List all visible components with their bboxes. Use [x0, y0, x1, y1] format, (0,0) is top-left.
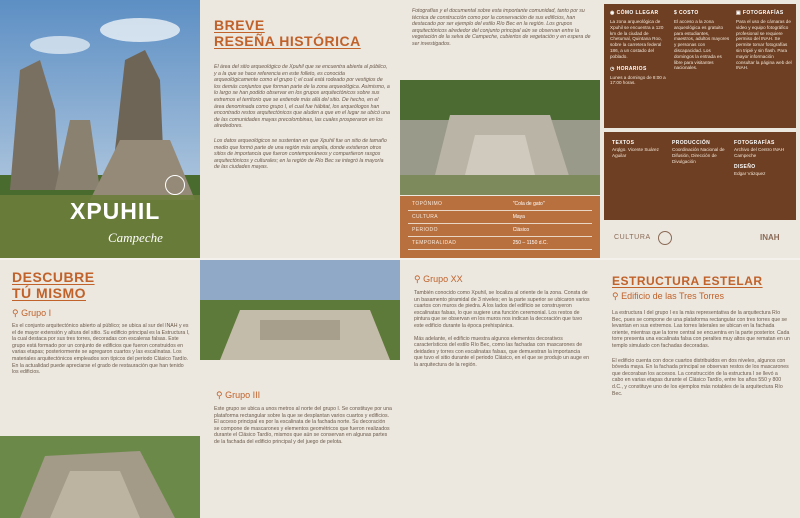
credit-texts: TEXTOS Arqlgo. Vicente Suárez Aguilar [612, 140, 659, 158]
table-row: TOPÓNIMO "Cola de gato" [408, 198, 592, 211]
group3-photo [200, 260, 400, 360]
table-row: TEMPORALIDAD 250 – 1150 d.C. [408, 237, 592, 250]
discover-panel [0, 260, 200, 518]
group1-photo [0, 436, 200, 518]
table-row: PERIODO Clásico [408, 224, 592, 237]
back-panel [600, 0, 800, 258]
group20-text-1: También conocido como Xpuhil, se localiza al oriente de la zona. Consta de un basamento piramidal de 3 niveles; en la parte superior se ubicaron varios cuartos con muros de piedra. A los lados del edificio se construyeron escalinatas falsas, lo que sugiere una función ceremonial. Los restos de pintura que se observan en los muros nos indican la decoración que tuvo este edificio durante la época prehispánica. [414, 290, 590, 329]
discover-title-line2: TÚ MISMO [12, 285, 86, 301]
logo-cultura: CULTURA [614, 234, 651, 241]
visitor-info-box [604, 4, 796, 128]
group3-panel [200, 260, 400, 518]
structure-panel [600, 260, 800, 518]
history-title-line1: BREVE [214, 17, 265, 33]
history-paragraph-1: El área del sitio arqueológico de Xpuhil que se encuentra abierta al público, y a la que se hace referencia en este folleto, es conocida arqueológicamente como el grupo I; el cual está rodeado por vestigios de los demás conjuntos que forman parte de la zona arqueológica. Asimismo, a lo largo se han podido observar en los grupos arquitectónicos sobre sus extremos el territorio que se extiende más allá del sitio. De hecho, en el área denominada como grupo I, el cual fue hábitat, los arqueólogos han encontrado restos arquitectónicos que aluden a que en el lugar se ubicó una de las comunidades mayas precolombinas, las cuales prosperaron en los alrededores. [214, 64, 390, 130]
logo-inah: INAH [760, 233, 780, 242]
intro-panel [400, 0, 600, 258]
group1-text: Es el conjunto arquitectónico abierto al público; se ubica al sur del INAH y es el de mayor extensión y altura del sitio. Su edificio principal es la Estructura I, la cual destaca por sus tres torres, decoradas con escaleras falsas. Este grupo está formado por un conjunto de edificios que fueron construidos en varias etapas; posteriormente se agregaron cuartos y las escalinatas. Los materiales arquitectónicos empleados son típicos del periodo Clásico Tardío. En la actualidad puede apreciarse el grado de restauración que han tenido los edificios. [12, 323, 190, 376]
pin-icon: ⚲ [414, 274, 424, 284]
camera-icon: ▣ [736, 10, 743, 16]
group1-title: Grupo I [21, 308, 52, 318]
photos-text: Para el uso de cámaras de video y equipo fotográfico profesional se requiere permiso del INAH. Se permite tomar fotografías sin tripié y sin flash. Para mayor información consultar la página web del INAH. [736, 19, 792, 71]
structure-paragraph-1: La estructura I del grupo I es la más representativa de la arquitectura Río Bec, pues se compone de una plataforma rectangular con tres torres que se levantan en sus extremos. Las torres laterales se ubican en la fachada oriente, mientras que la torre central se encuentra en la parte posterior. Cada torre presenta una escalinata falsa con peraltes muy altos que rematan en un templo simulado con fachadas decoradas. [612, 310, 790, 349]
history-title-line2: RESEÑA HISTÓRICA [214, 33, 361, 49]
site-photo [400, 80, 600, 195]
hours-text: Lunes a domingo de 8:00 a 17:00 horas. [610, 74, 666, 86]
table-row: CULTURA Maya [408, 211, 592, 224]
group20-text-2: Más adelante, el edificio muestra algunos elementos decorativos característicos del estilo Río Bec, como las fachadas con mascarones de deidades y torres con escalinatas falsas, que demuestran la importancia que tuvo el sitio durante el periodo Clásico, en el que se produjo un auge en la arquitectura de la región. [414, 335, 590, 368]
pin-icon: ◉ [610, 10, 617, 16]
info-table-box [400, 196, 600, 258]
group3-title: Grupo III [225, 390, 261, 400]
cover-emblem-icon [165, 175, 185, 195]
pin-icon: ⚲ [12, 308, 22, 318]
cover-subtitle: Campeche [108, 230, 163, 245]
intro-paragraph: Fotografías y el documental sobre esta importante comunidad, tanto por su técnica de construcción como por la conservación de sus edificios, han destacado por ser ejemplo del estilo Río Bec en la región. Los grupos arquitectónicos alrededor del conjunto principal aún se observan entre la vegetación de la selva de Campeche, cubiertos de vegetación y en espera de ser investigados. [412, 8, 591, 47]
structure-paragraph-2: El edificio cuenta con doce cuartos distribuidos en dos niveles, algunos con bóveda maya. En la fachada principal se observan restos de los mascarones que decoraban los accesos. La construcción de la estructura I se llevó a cabo en varias etapas durante el Clásico Tardío, entre los años 550 y 800 d.C., y constituye uno de los ejemplos más notables de la arquitectura Río Bec. [612, 357, 789, 397]
emblem-icon [658, 231, 672, 245]
group20-panel [400, 260, 600, 518]
group3-text: Este grupo se ubica a unos metros al norte del grupo I. Se constituye por una plataforma rectangular sobre la que se desplantan varios cuartos y edificios. El acceso principal es por la escalinata de la fachada norte. Su decoración se compone de mascarones y elementos geométricos que fueron realizados durante el Clásico Tardío, mismos que aún se conservan en algunas partes de la fachada del edificio principal y del juego de pelota. [214, 406, 392, 445]
pin-icon: ⚲ [612, 291, 622, 301]
clock-icon: ◷ [610, 65, 617, 72]
cost-text: El acceso a la zona arqueológica es gratuito para estudiantes, maestros, adultos mayores y personas con discapacidad. Los domingos la entrada es libre para visitantes nacionales. [674, 19, 730, 71]
col-photos: ▣ FOTOGRAFÍAS Para el uso de cámaras de video y equipo fotográfico profesional se requiere permiso del INAH. Se permite tomar fotografías sin tripié y sin flash. Para mayor información consultar la página web del INAH. [736, 10, 792, 71]
credits-box [604, 132, 796, 220]
structure-subtitle: Edificio de las Tres Torres [621, 291, 724, 301]
col-how-to-arrive: ◉ CÓMO LLEGAR La zona arqueológica de Xpuhil se encuentra a 120 km de la ciudad de Chetumal, Quintana Roo, sobre la carretera federal 186, a un costado del poblado. ◷ HORARIOS Lunes a domingo de 8:00 a 17:00 horas. [610, 10, 666, 86]
how-to-arrive-text: La zona arqueológica de Xpuhil se encuentra a 120 km de la ciudad de Chetumal, Quintana Roo, sobre la carretera federal 186, a un costado del poblado. [610, 19, 664, 59]
cover-title: XPUHIL [70, 198, 161, 224]
structure-title: ESTRUCTURA ESTELAR [612, 274, 763, 288]
discover-title-line1: DESCUBRE [12, 269, 95, 285]
credit-photos: FOTOGRAFÍAS Archivo del Centro INAH Campeche DISEÑO Edgar Vázquez [734, 140, 785, 176]
group20-title: Grupo XX [423, 274, 463, 284]
cover-panel [0, 0, 200, 258]
info-table [408, 198, 592, 250]
history-paragraph-2: Los datos arqueológicos se sustentan en que Xpuhil fue un sitio de tamaño medio que formó parte de una región más amplia, donde existieron otros sitios de importancia que fueron contemporáneos y compartieron rasgos arquitectónicos y culturales; en la región de Río Bec se integró la mayoría de las ciudades mayas. [214, 137, 387, 171]
credit-production: PRODUCCIÓN Coordinación Nacional de Difusión, Dirección de Divulgación [672, 140, 725, 164]
col-cost: $ COSTO El acceso a la zona arqueológica es gratuito para estudiantes, maestros, adultos mayores y personas con discapacidad. Los domingos la entrada es libre para visitantes nacionales. [674, 10, 730, 71]
history-panel [200, 0, 400, 258]
pin-icon: ⚲ [216, 390, 226, 400]
dollar-icon: $ [674, 10, 679, 16]
